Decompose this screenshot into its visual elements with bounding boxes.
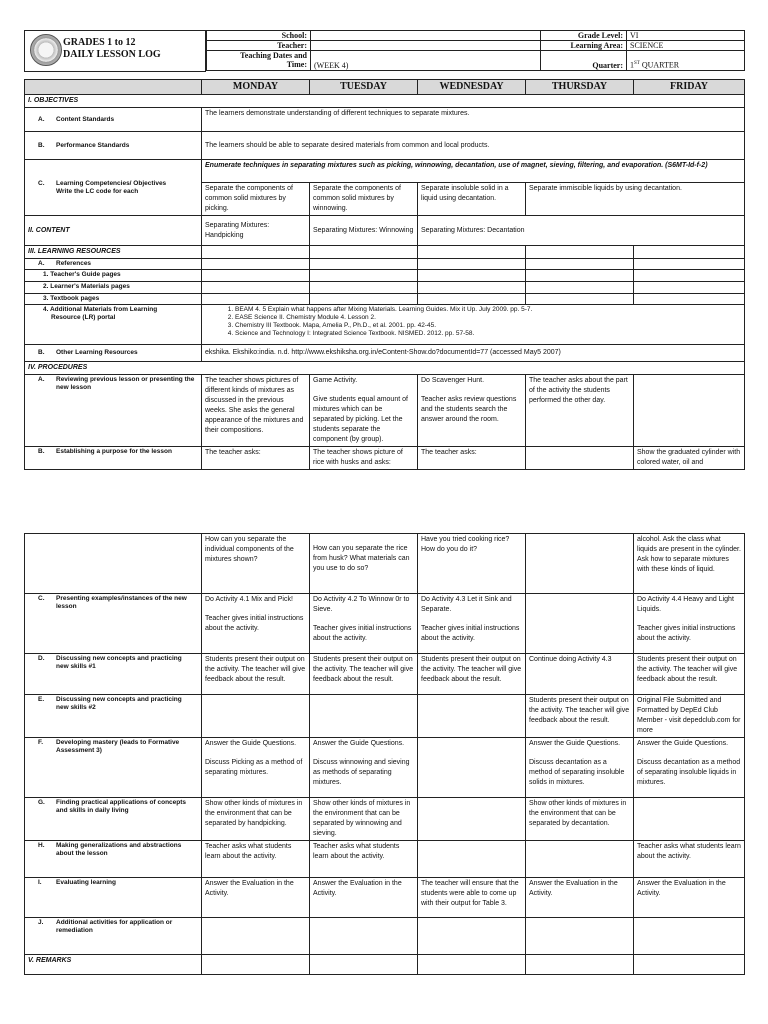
- day-tuesday: TUESDAY: [310, 80, 418, 95]
- content-monday: Separating Mixtures: Handpicking: [202, 216, 310, 246]
- teachers-guide-label: 1. Teacher's Guide pages: [25, 270, 202, 282]
- header-title-box: [24, 30, 206, 72]
- day-friday: FRIDAY: [634, 80, 745, 95]
- generalizations-monday: Teacher asks what students learn about the activity.: [202, 841, 310, 878]
- skills1-thursday: Continue doing Activity 4.3: [526, 654, 634, 695]
- purpose-wednesday: The teacher asks:: [418, 447, 526, 470]
- reviewing-tuesday: Game Activity. Give students equal amount of mixtures which can be separated by picking. Let the students separate the component (by group).: [310, 375, 418, 447]
- header-title-line1: GRADES 1 to 12: [63, 37, 136, 48]
- section-remarks: V. REMARKS: [25, 955, 202, 975]
- learners-materials-label: 2. Learner's Materials pages: [25, 282, 202, 294]
- teacher-label: Teacher:: [207, 41, 311, 51]
- evaluation-friday: Answer the Evaluation in the Activity.: [634, 878, 745, 918]
- additional-materials-list: [202, 305, 745, 345]
- learning-competencies-text: Enumerate techniques in separating mixtures such as picking, winnowing, decantation, use of magnet, sieving, filtering, and evaporation. (S6MT-Id-f-2): [202, 160, 745, 183]
- competency-tuesday: Separate the components of common solid mixtures by winnowing.: [310, 183, 418, 216]
- day-monday: MONDAY: [202, 80, 310, 95]
- presenting-examples-label: C. Presenting examples/instances of the new lesson: [25, 594, 202, 654]
- discussing-skills-2-label: E. Discussing new concepts and practicing new skills #2: [25, 695, 202, 738]
- skills1-friday: Students present their output on the activity. The teacher will give feedback about the result.: [634, 654, 745, 695]
- applications-monday: Show other kinds of mixtures in the environment that can be separated by handpicking.: [202, 798, 310, 841]
- days-header-row: [25, 80, 745, 95]
- teaching-dates-label: Teaching Dates and Time:: [207, 51, 311, 71]
- generalizations-tuesday: Teacher asks what students learn about the activity.: [310, 841, 418, 878]
- content-tuesday: Separating Mixtures: Winnowing: [310, 216, 418, 246]
- purpose-question-tuesday: How can you separate the rice from husk? What materials can you use to do so?: [310, 534, 418, 594]
- mastery-thursday: Answer the Guide Questions. Discuss decantation as a method of separating insoluble solids in mixtures.: [526, 738, 634, 798]
- skills2-thursday: Students present their output on the activity. The teacher will give feedback about the result.: [526, 695, 634, 738]
- teacher-value: [311, 41, 541, 51]
- reference-item: 1. BEAM 4. 5 Explain what happens after Mixing Materials. Learning Guides. Mix it Up. July 2009. pp. 5-7.: [235, 306, 741, 314]
- skills1-monday: Students present their output on the activity. The teacher will give feedback about the result.: [202, 654, 310, 695]
- reviewing-monday: The teacher shows pictures of different kinds of mixtures as discussed in the previous weeks. She asks the general appearance of the mixtures and their compositions.: [202, 375, 310, 447]
- quarter-label: Quarter:: [541, 51, 627, 71]
- reviewing-lesson-label: A. Reviewing previous lesson or presenting the new lesson: [25, 375, 202, 447]
- mastery-friday: Answer the Guide Questions. Discuss decantation as a method of separating insoluble liquids in mixtures.: [634, 738, 745, 798]
- generalizations-friday: Teacher asks what students learn about the activity.: [634, 841, 745, 878]
- purpose-question-wednesday: Have you tried cooking rice? How do you do it?: [418, 534, 526, 594]
- mastery-monday: Answer the Guide Questions. Discuss Picking as a method of separating mixtures.: [202, 738, 310, 798]
- evaluation-wednesday: The teacher will ensure that the students were able to come up with their output for Table 3.: [418, 878, 526, 918]
- purpose-question-friday: alcohol. Ask the class what liquids are present in the cylinder. Ask how to separate mixtures with these kinds of liquid.: [634, 534, 745, 594]
- section-learning-resources: III. LEARNING RESOURCES: [25, 246, 202, 259]
- additional-activities-label: J. Additional activities for application or remediation: [25, 918, 202, 955]
- evaluation-monday: Answer the Evaluation in the Activity.: [202, 878, 310, 918]
- additional-materials-label: 4. Additional Materials from Learning Resource (LR) portal: [25, 305, 202, 345]
- reviewing-wednesday: Do Scavenger Hunt. Teacher asks review questions and the students search the answer around the room.: [418, 375, 526, 447]
- references-label: A. References: [25, 259, 202, 270]
- applications-thursday: Show other kinds of mixtures in the environment that can be separated by decantation.: [526, 798, 634, 841]
- discussing-skills-1-label: D. Discussing new concepts and practicing new skills #1: [25, 654, 202, 695]
- developing-mastery-label: F. Developing mastery (leads to Formative Assessment 3): [25, 738, 202, 798]
- skills1-tuesday: Students present their output on the activity. The teacher will give feedback about the result.: [310, 654, 418, 695]
- section-content: II. CONTENT: [25, 216, 202, 246]
- examples-monday: Do Activity 4.1 Mix and Pick! Teacher gives initial instructions about the activity.: [202, 594, 310, 654]
- evaluation-tuesday: Answer the Evaluation in the Activity.: [310, 878, 418, 918]
- practical-applications-label: G. Finding practical applications of concepts and skills in daily living: [25, 798, 202, 841]
- skills1-wednesday: Students present their output on the activity. The teacher will give feedback about the result.: [418, 654, 526, 695]
- day-wednesday: WEDNESDAY: [418, 80, 526, 95]
- examples-friday: Do Activity 4.4 Heavy and Light Liquids. Teacher gives initial instructions about the activity.: [634, 594, 745, 654]
- lesson-log-table-page1: [24, 79, 745, 470]
- establishing-purpose-label: B. Establishing a purpose for the lesson: [25, 447, 202, 470]
- generalizations-label: H. Making generalizations and abstractions about the lesson: [25, 841, 202, 878]
- learning-area-label: Learning Area:: [541, 41, 627, 51]
- content-standards-label: A. Content Standards: [25, 108, 202, 132]
- performance-standards-text: The learners should be able to separate desired materials from common and local products.: [202, 132, 745, 160]
- competency-wednesday: Separate insoluble solid in a liquid using decantation.: [418, 183, 526, 216]
- learning-competencies-label: C. Learning Competencies/ Objectives Write the LC code for each: [25, 160, 202, 216]
- quarter-value: 1ST QUARTER: [627, 51, 745, 71]
- examples-tuesday: Do Activity 4.2 To Winnow 0r to Sieve. Teacher gives initial instructions about the activity.: [310, 594, 418, 654]
- purpose-question-monday: How can you separate the individual components of the mixtures shown?: [202, 534, 310, 594]
- evaluating-learning-label: I. Evaluating learning: [25, 878, 202, 918]
- textbook-pages-label: 3. Textbook pages: [25, 294, 202, 305]
- school-label: School:: [207, 31, 311, 41]
- lesson-log-table-page2: [24, 533, 745, 975]
- competency-thursday: Separate immiscible liquids by using decantation.: [526, 183, 745, 216]
- examples-wednesday: Do Activity 4.3 Let it Sink and Separate. Teacher gives initial instructions about the activity.: [418, 594, 526, 654]
- reference-item: 3. Chemistry III Textbook. Mapa, Amelia P., Ph.D., et al. 2001. pp. 42-45.: [235, 322, 741, 330]
- evaluation-thursday: Answer the Evaluation in the Activity.: [526, 878, 634, 918]
- content-wednesday: Separating Mixtures: Decantation: [418, 216, 745, 246]
- header-info-table: [206, 30, 745, 71]
- days-header-blank: [25, 80, 202, 95]
- content-standards-text: The learners demonstrate understanding of different techniques to separate mixtures.: [202, 108, 745, 132]
- grade-level-value: VI: [627, 31, 745, 41]
- deped-seal-icon: [30, 34, 62, 66]
- purpose-tuesday: The teacher shows picture of rice with husks and asks:: [310, 447, 418, 470]
- school-value: [311, 31, 541, 41]
- purpose-monday: The teacher asks:: [202, 447, 310, 470]
- reviewing-thursday: The teacher asks about the part of the activity the students performed the other day.: [526, 375, 634, 447]
- grade-level-label: Grade Level:: [541, 31, 627, 41]
- reference-item: 4. Science and Technology I: Integrated Science Textbook. NISMED. 2012. pp. 57-58.: [235, 330, 741, 338]
- learning-area-value: SCIENCE: [627, 41, 745, 51]
- mastery-tuesday: Answer the Guide Questions. Discuss winnowing and sieving as methods of separating mixtures.: [310, 738, 418, 798]
- applications-tuesday: Show other kinds of mixtures in the environment that can be separated by winnowing and sieving.: [310, 798, 418, 841]
- other-resources-text: ekshika. Ekshiko:india. n.d. http://www.ekshiksha.org.in/eContent-Show.do?documentId=77 (accessed May5 2007): [202, 345, 745, 362]
- header-title-line2: DAILY LESSON LOG: [63, 49, 161, 60]
- section-procedures: IV. PROCEDURES: [25, 362, 745, 375]
- competency-monday: Separate the components of common solid mixtures by picking.: [202, 183, 310, 216]
- performance-standards-label: B. Performance Standards: [25, 132, 202, 160]
- teaching-dates-value: (WEEK 4): [311, 51, 541, 71]
- purpose-friday: Show the graduated cylinder with colored water, oil and: [634, 447, 745, 470]
- reference-item: 2. EASE Science II. Chemistry Module 4. Lesson 2.: [235, 314, 741, 322]
- day-thursday: THURSDAY: [526, 80, 634, 95]
- skills2-friday: Original File Submitted and Formatted by DepEd Club Member - visit depedclub.com for more: [634, 695, 745, 738]
- other-resources-label: B. Other Learning Resources: [25, 345, 202, 362]
- section-objectives: I. OBJECTIVES: [25, 95, 745, 108]
